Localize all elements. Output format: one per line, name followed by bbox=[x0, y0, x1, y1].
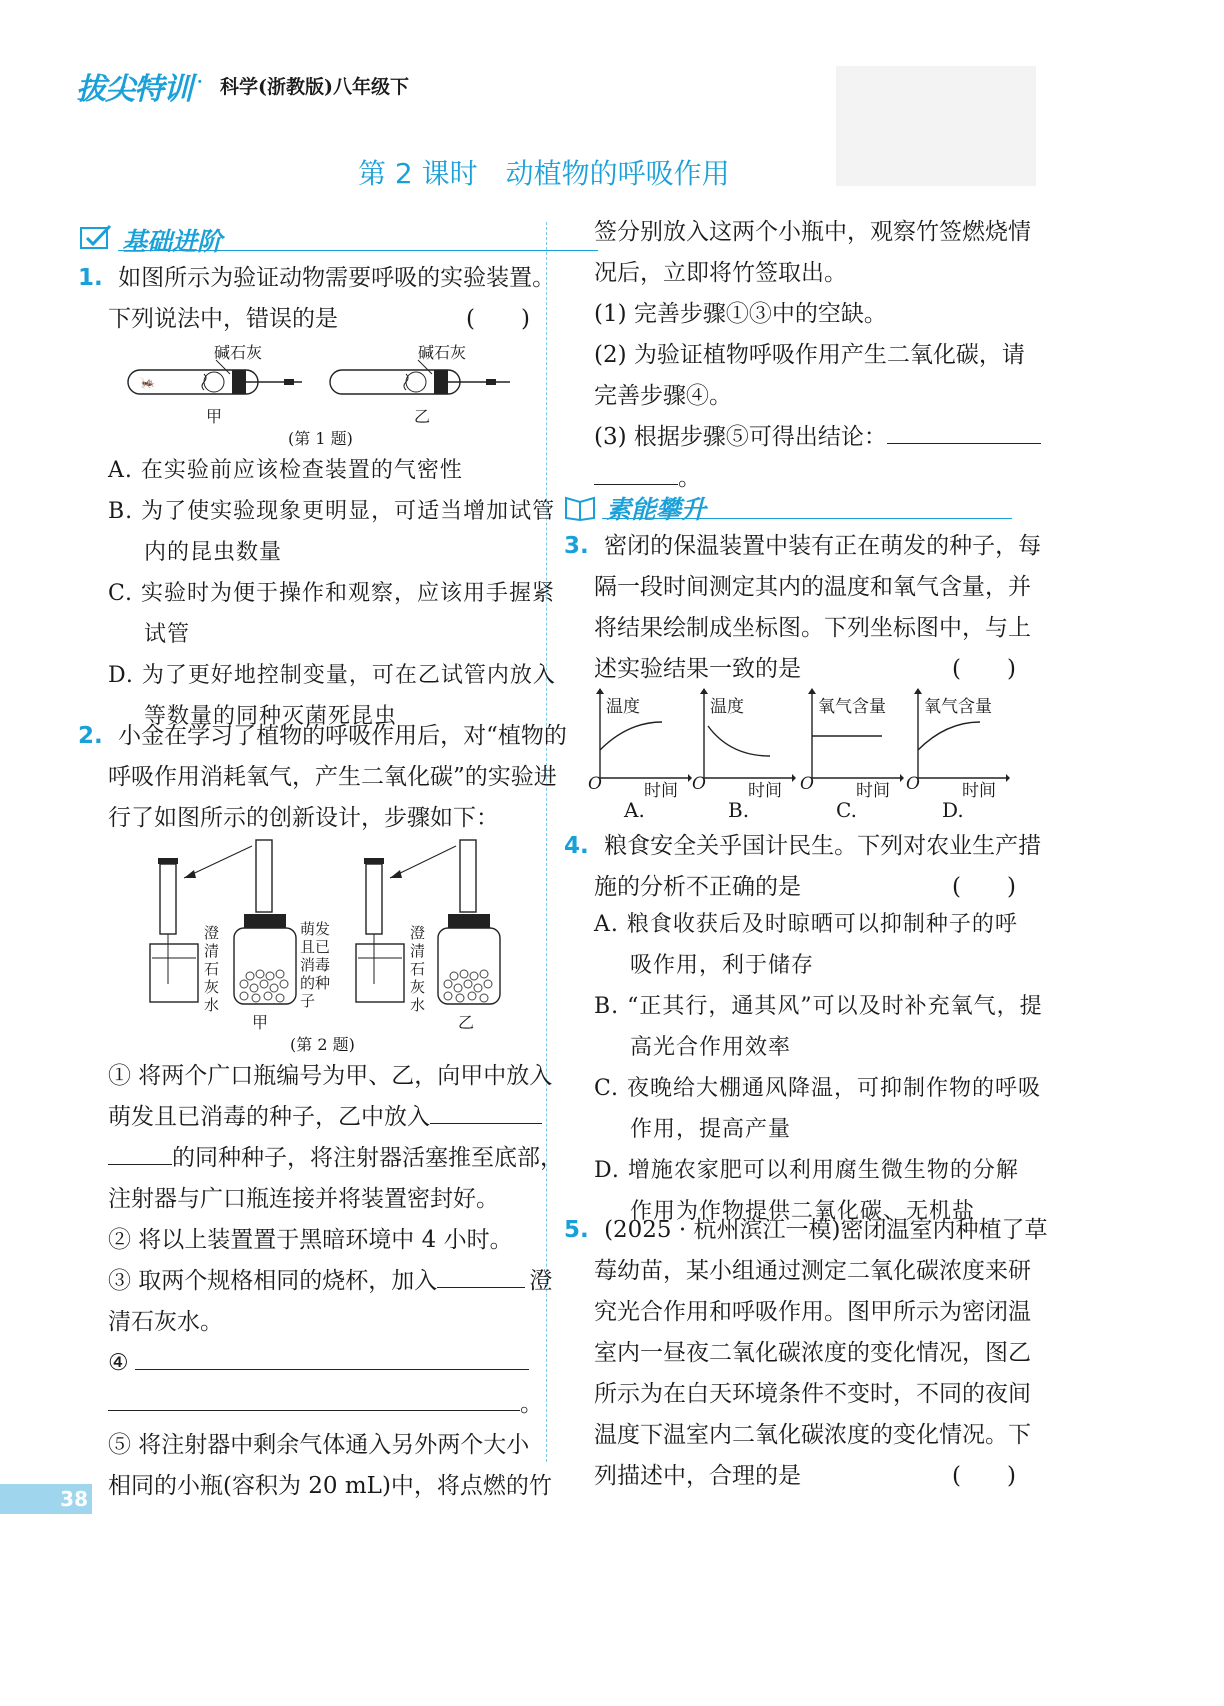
question-text: 粮食安全关乎国计民生。下列对农业生产措 bbox=[604, 833, 1042, 859]
q4-options bbox=[594, 904, 1043, 1232]
tube-a bbox=[128, 360, 302, 394]
graph-option: A. bbox=[624, 798, 645, 822]
question-text: 究光合作用和呼吸作用。图甲所示为密闭温 bbox=[594, 1299, 1031, 1325]
step-5-text: 相同的小瓶(容积为 20 mL)中，将点燃的竹 bbox=[108, 1473, 552, 1499]
step-1-text: 的同种种子，将注射器活塞推至底部， bbox=[172, 1145, 563, 1171]
answer-paren[interactable]: ( ) bbox=[952, 656, 1016, 682]
question-text: 如图所示为验证动物需要呼吸的实验装置。 bbox=[118, 265, 556, 291]
answer-blank[interactable] bbox=[437, 1261, 525, 1288]
brand-logo: 拔尖特训 bbox=[76, 72, 192, 107]
question-text: 述实验结果一致的是 bbox=[594, 656, 801, 682]
answer-blank[interactable] bbox=[135, 1343, 529, 1370]
step-1: ① 将两个广口瓶编号为甲、乙，向甲中放入 bbox=[108, 1063, 553, 1089]
step-1-text: 萌发且已消毒的种子，乙中放入 bbox=[108, 1104, 430, 1130]
fig1-label-left: 碱石灰 bbox=[214, 343, 263, 362]
section-advanced-title: 素能攀升 bbox=[606, 495, 707, 524]
answer-blank[interactable] bbox=[594, 458, 678, 485]
header-shade bbox=[836, 66, 1036, 186]
fig1-tube-a: 甲 bbox=[206, 407, 223, 426]
graph-c[interactable] bbox=[800, 688, 904, 822]
question-text: 室内一昼夜二氧化碳浓度的变化情况，图乙 bbox=[594, 1340, 1031, 1366]
figure-q2 bbox=[140, 834, 540, 1024]
answer-paren[interactable]: ( ) bbox=[952, 874, 1016, 900]
step-2: ② 将以上装置置于黑暗环境中 4 小时。 bbox=[108, 1227, 513, 1253]
sub-question-3: (3) 根据步骤⑤可得出结论： bbox=[594, 424, 887, 450]
option-c-cont: 作用，提高产量 bbox=[630, 1117, 792, 1142]
answer-blank[interactable] bbox=[887, 417, 1041, 444]
graph-xlabel: 时间 bbox=[962, 781, 996, 801]
question-1 bbox=[78, 258, 556, 340]
tube-b bbox=[330, 360, 510, 394]
graph-b-plot bbox=[692, 688, 796, 788]
question-text: 呼吸作用消耗氧气，产生二氧化碳”的实验进 bbox=[108, 764, 557, 790]
question-text: 列描述中，合理的是 bbox=[594, 1463, 801, 1489]
option-c[interactable]: C. 夜晚给大棚通风降温，可抑制作物的呼吸 bbox=[594, 1076, 1042, 1101]
lesson-title: 第 2 课时 动植物的呼吸作用 bbox=[358, 157, 730, 190]
question-number: 5. bbox=[564, 1217, 589, 1243]
question-text: 下列说法中，错误的是 bbox=[108, 306, 338, 332]
answer-blank[interactable] bbox=[430, 1097, 542, 1124]
option-b-cont: 内的昆虫数量 bbox=[144, 540, 283, 565]
question-text: 行了如图所示的创新设计，步骤如下： bbox=[108, 805, 499, 831]
sub-question-1: (1) 完善步骤①③中的空缺。 bbox=[594, 301, 887, 327]
question-text: 密闭的保温装置中装有正在萌发的种子，每 bbox=[604, 533, 1042, 559]
answer-paren[interactable]: ( ) bbox=[952, 1463, 1016, 1489]
section-advanced bbox=[562, 488, 1014, 528]
q2-continued bbox=[594, 212, 1031, 499]
q3-graphs bbox=[588, 688, 1018, 822]
question-text: 莓幼苗，某小组通过测定二氧化碳浓度来研 bbox=[594, 1258, 1031, 1284]
sub-question-2: (2) 为验证植物呼吸作用产生二氧化碳，请 bbox=[594, 342, 1025, 368]
question-5 bbox=[564, 1210, 1048, 1497]
step-4: ④ bbox=[108, 1350, 129, 1376]
section-underline bbox=[118, 250, 598, 251]
fig2-lime-water-right: 澄 清 石 灰 水 bbox=[410, 924, 426, 1014]
option-d-cont: 作用为作物提供二氧化碳、无机盐 bbox=[630, 1199, 976, 1224]
option-b[interactable]: B. 为了使实验现象更明显，可适当增加试管 bbox=[108, 499, 556, 524]
section-basic bbox=[78, 220, 528, 260]
question-4 bbox=[564, 826, 1042, 908]
option-b-cont: 高光合作用效率 bbox=[630, 1035, 792, 1060]
graph-origin: O bbox=[692, 774, 706, 794]
fig2-lime-water-left: 澄 清 石 灰 水 bbox=[204, 924, 220, 1014]
svg-text:🦗: 🦗 bbox=[140, 375, 155, 389]
option-a[interactable]: A. 在实验前应该检查装置的气密性 bbox=[108, 458, 463, 483]
notebook-icon bbox=[78, 222, 116, 254]
graph-ylabel: 温度 bbox=[606, 697, 640, 717]
book-icon bbox=[562, 490, 600, 522]
option-c[interactable]: C. 实验时为便于操作和观察，应该用手握紧 bbox=[108, 581, 556, 606]
answer-blank[interactable] bbox=[108, 1384, 520, 1411]
step-5: ⑤ 将注射器中剩余气体通入另外两个大小 bbox=[108, 1432, 530, 1458]
fig2-seeds-label: 萌发 且已 消毒 的种 子 bbox=[300, 920, 331, 1010]
fig1-caption: (第 1 题) bbox=[288, 429, 353, 448]
sub-question-3-end: 。 bbox=[678, 465, 701, 491]
question-text: 施的分析不正确的是 bbox=[594, 874, 801, 900]
graph-origin: O bbox=[906, 774, 920, 794]
sub-question-2-cont: 完善步骤④。 bbox=[594, 383, 732, 409]
option-b[interactable]: B. “正其行，通其风”可以及时补充氧气，提 bbox=[594, 994, 1043, 1019]
fig2-caption: (第 2 题) bbox=[290, 1035, 355, 1054]
graph-xlabel: 时间 bbox=[856, 781, 890, 801]
graph-origin: O bbox=[588, 774, 602, 794]
graph-ylabel: 氧气含量 bbox=[924, 697, 992, 717]
question-number: 3. bbox=[564, 533, 589, 559]
graph-a-plot bbox=[588, 688, 692, 788]
question-number: 2. bbox=[78, 723, 103, 749]
q2-steps bbox=[108, 1056, 563, 1507]
question-number: 4. bbox=[564, 833, 589, 859]
section-basic-title: 基础进阶 bbox=[122, 227, 223, 256]
graph-option: D. bbox=[942, 798, 964, 822]
question-text: 温度下温室内二氧化碳浓度的变化情况。下 bbox=[594, 1422, 1031, 1448]
option-a-cont: 吸作用，利于储存 bbox=[630, 953, 815, 978]
figure-q1 bbox=[120, 338, 540, 438]
question-text: 所示为在白天环境条件不变时，不同的夜间 bbox=[594, 1381, 1031, 1407]
option-d-cont: 等数量的同种灭菌死昆虫 bbox=[144, 704, 398, 729]
graph-a[interactable] bbox=[588, 688, 692, 822]
step-5-text: 签分别放入这两个小瓶中，观察竹签燃烧情 bbox=[594, 219, 1031, 245]
graph-d[interactable] bbox=[906, 688, 1010, 822]
graph-option: B. bbox=[728, 798, 750, 822]
graph-b[interactable] bbox=[692, 688, 796, 822]
question-text: (2025 · 杭州滨江一模)密闭温室内种植了草 bbox=[604, 1217, 1048, 1243]
question-2 bbox=[78, 716, 567, 839]
graph-option: C. bbox=[836, 798, 857, 822]
graph-xlabel: 时间 bbox=[748, 781, 782, 801]
answer-paren[interactable]: ( ) bbox=[466, 306, 530, 332]
fig1-tube-b: 乙 bbox=[414, 407, 431, 426]
header-subject: 科学(浙教版)八年级下 bbox=[220, 76, 409, 98]
step-1-text: 注射器与广口瓶连接并将装置密封好。 bbox=[108, 1186, 499, 1212]
section-underline bbox=[602, 518, 1012, 519]
question-text: 将结果绘制成坐标图。下列坐标图中，与上 bbox=[594, 615, 1031, 641]
fig2-jar-b: 乙 bbox=[458, 1013, 475, 1032]
graph-ylabel: 氧气含量 bbox=[818, 697, 886, 717]
question-number: 1. bbox=[78, 265, 103, 291]
fig2-jar-a: 甲 bbox=[252, 1013, 269, 1032]
option-a[interactable]: A. 粮食收获后及时晾晒可以抑制种子的呼 bbox=[594, 912, 1018, 937]
step-3-text: 清石灰水。 bbox=[108, 1309, 223, 1335]
question-text: 小金在学习了植物的呼吸作用后，对“植物的 bbox=[118, 723, 567, 749]
graph-origin: O bbox=[800, 774, 814, 794]
question-3 bbox=[564, 526, 1042, 690]
graph-xlabel: 时间 bbox=[644, 781, 678, 801]
option-d[interactable]: D. 为了更好地控制变量，可在乙试管内放入 bbox=[108, 663, 556, 688]
page-number: 38 bbox=[0, 1484, 92, 1514]
graph-ylabel: 温度 bbox=[710, 697, 744, 717]
step-3: ③ 取两个规格相同的烧杯，加入 bbox=[108, 1268, 438, 1294]
fig1-label-right: 碱石灰 bbox=[418, 343, 467, 362]
answer-blank[interactable] bbox=[108, 1138, 172, 1165]
header-dot: · bbox=[196, 68, 204, 96]
step-3-text: 澄 bbox=[529, 1268, 553, 1294]
question-text: 隔一段时间测定其内的温度和氧气含量，并 bbox=[594, 574, 1031, 600]
step-5-text: 况后，立即将竹签取出。 bbox=[594, 260, 847, 286]
option-d[interactable]: D. 增施农家肥可以利用腐生微生物的分解 bbox=[594, 1158, 1019, 1183]
step-4-end: 。 bbox=[520, 1391, 543, 1417]
option-c-cont: 试管 bbox=[144, 622, 191, 647]
